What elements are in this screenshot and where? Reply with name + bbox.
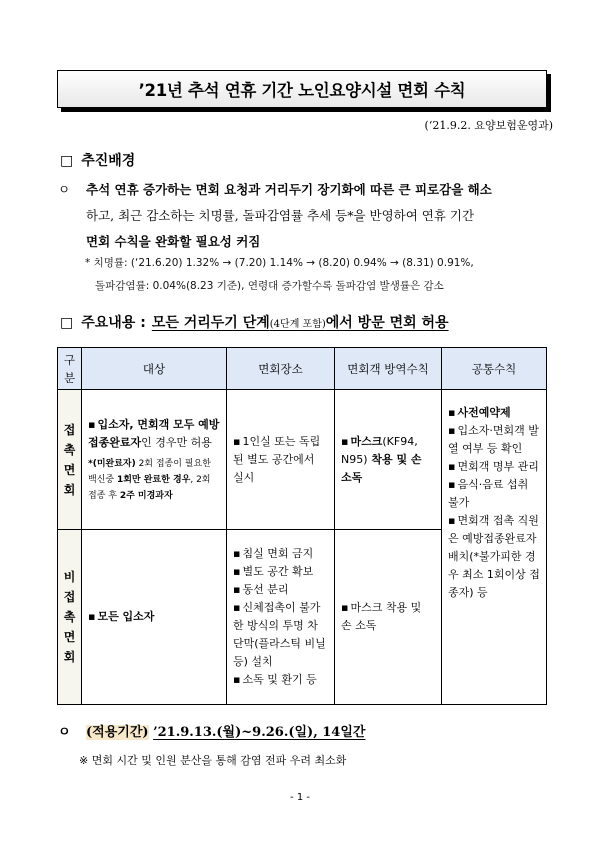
application-period — [58, 721, 365, 740]
title-text: ’21년 추석 연휴 기간 노인요양시설 면회 수칙 — [138, 81, 466, 100]
main-content-label: 주요내용 : — [81, 315, 146, 331]
place-item: ▪ 침실 면회 금지 — [233, 545, 328, 563]
period-label: (적용기간) — [86, 725, 149, 740]
common-rule-item: ▪ 사전예약제 — [448, 404, 540, 422]
remark-note: ※ 면회 시간 및 인원 분산을 통해 감염 전파 우려 최소화 — [79, 754, 347, 767]
main-content-summary: 모든 거리두기 단계(4단계 포함)에서 방문 면회 허용 — [151, 315, 449, 331]
non-contact-visitor-cell: ▪ 마스크 착용 및 손 소독 — [335, 530, 442, 705]
visit-rules-table — [57, 347, 547, 705]
common-rule-item: ▪ 면회객 접촉 직원은 예방접종완료자 배치(*불가피한 경우 최소 1회이상 접종자) 등 — [448, 512, 540, 602]
document-title — [57, 70, 547, 108]
table-header-row — [58, 348, 547, 390]
place-item: ▪ 신체접촉이 불가한 방식의 투명 차단막(플라스틱 비닐 등) 설치 — [233, 599, 328, 671]
statistics-note — [85, 252, 555, 298]
common-rules-cell — [442, 390, 547, 705]
header-target: 대상 — [82, 348, 227, 390]
place-item: ▪ 별도 공간 확보 — [233, 563, 328, 581]
row-label-non-contact: 비 접 촉 면 회 — [58, 530, 82, 705]
circle-bullet-icon: ㅇ — [58, 182, 71, 197]
section-background-title: 추진배경 — [81, 153, 136, 169]
non-contact-place-cell — [227, 530, 335, 705]
row-label-contact: 접 촉 면 회 — [58, 390, 82, 530]
paragraph-line-2: 하고, 최근 감소하는 치명률, 돌파감염률 추세 등*을 반영하여 연휴 기간 — [86, 208, 475, 223]
common-rule-item: ▪ 음식·음료 섭취 불가 — [448, 476, 540, 512]
paragraph-line-3: 면회 수칙을 완화할 필요성 커짐 — [86, 234, 261, 249]
page-number: - 1 - — [290, 792, 310, 803]
document-date: (‘21.9.2. 요양보험운영과) — [424, 119, 553, 132]
square-bullet-icon: □ — [60, 153, 74, 169]
contact-visitor-cell: ▪ 마스크(KF94, N95) 착용 및 손 소독 — [335, 390, 442, 530]
contact-place-cell: ▪ 1인실 또는 독립된 별도 공간에서 실시 — [227, 390, 335, 530]
header-category: 구분 — [58, 348, 82, 390]
common-rule-item: ▪ 면회객 명부 관리 — [448, 458, 540, 476]
paragraph-line-1: ㅇ 추석 연휴 증가하는 면회 요청과 거리두기 장기화에 따른 큰 피로감을 해소 — [58, 177, 548, 203]
table-row-contact-visit — [58, 390, 547, 530]
square-bullet-icon: □ — [60, 315, 74, 331]
header-place: 면회장소 — [227, 348, 335, 390]
background-paragraph — [58, 177, 548, 255]
header-visitor-rules: 면회객 방역수칙 — [335, 348, 442, 390]
contact-target-cell: ▪ 입소자, 면회객 모두 예방접종완료자인 경우만 허용 *(미완료자) 2회 접종이 필요한 백신중 1회만 완료한 경우, 2회 접종 후 2주 미경과자 — [82, 390, 227, 530]
common-rule-item: ▪ 입소자·면회객 발열 여부 등 확인 — [448, 422, 540, 458]
period-value: ’21.9.13.(월)~9.26.(일), 14일간 — [153, 725, 366, 740]
non-contact-target-cell: ▪ 모든 입소자 — [82, 530, 227, 705]
place-item: ▪ 동선 분리 — [233, 581, 328, 599]
note-line-1: * 치명률: (‘21.6.20) 1.32% → (7.20) 1.14% → (8.20) 0.94% → (8.31) 0.91%, — [85, 257, 474, 269]
circle-bullet-icon: ㅇ — [58, 725, 71, 740]
place-item: ▪ 소독 및 환기 등 — [233, 671, 328, 689]
note-line-2: 돌파감염률: 0.04%(8.23 기준), 연령대 증가할수록 돌파감염 발생률은 감소 — [95, 280, 444, 292]
header-common-rules: 공통수칙 — [442, 348, 547, 390]
section-background-heading — [60, 150, 135, 170]
section-main-heading — [60, 312, 449, 332]
